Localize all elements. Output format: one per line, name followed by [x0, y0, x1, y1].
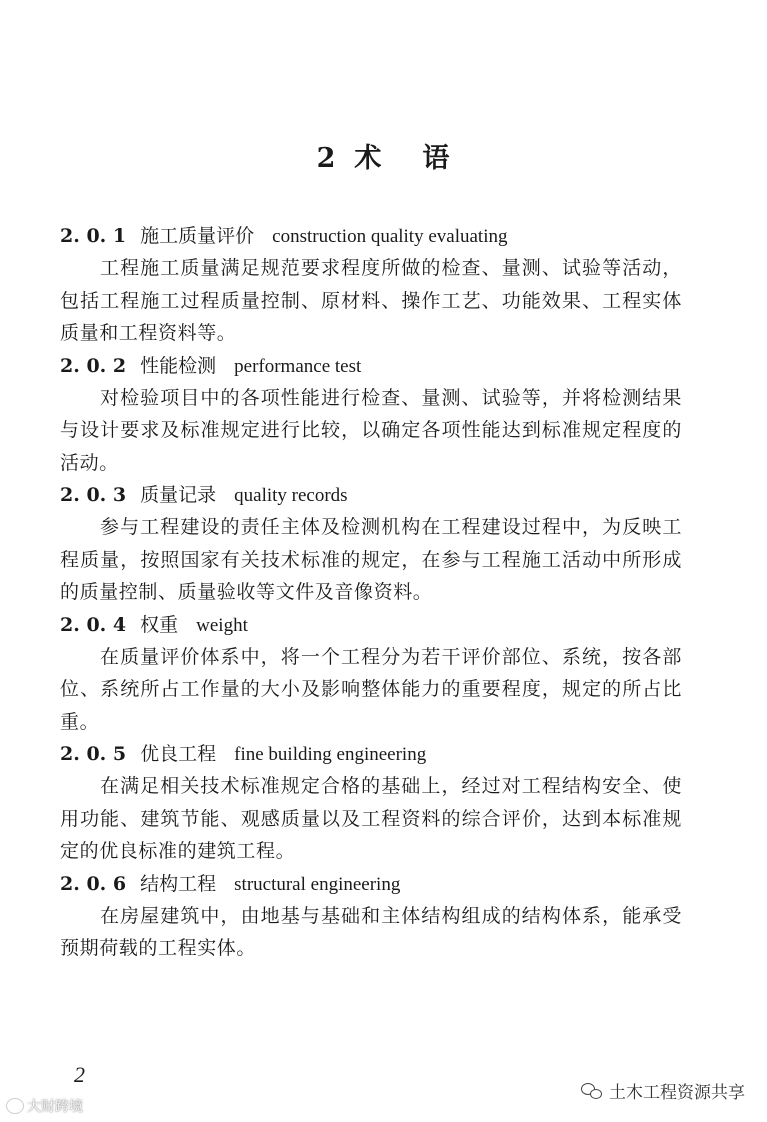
term-number: 2. 0. 1	[60, 225, 127, 247]
source-watermark	[581, 1078, 745, 1103]
term-name-zh: 性能检测	[140, 354, 217, 377]
term-entry	[60, 868, 690, 965]
term-name-zh: 质量记录	[140, 484, 217, 506]
page-number: 2	[74, 1062, 85, 1087]
terms-list	[60, 220, 690, 965]
corner-watermark	[6, 1096, 83, 1116]
term-definition: 在质量评价体系中，将一个工程分为若干评价部位、系统，按各部位、系统所占工作量的大小及影响整体能力的重要程度，规定的所占比重。	[60, 645, 682, 733]
term-entry	[60, 479, 690, 609]
term-entry	[60, 220, 690, 350]
source-watermark-text: 土木工程资源共享	[609, 1083, 745, 1103]
term-heading	[60, 220, 690, 252]
term-name-zh: 优良工程	[140, 743, 217, 765]
chapter-title-char-2: 语	[422, 143, 451, 174]
term-heading	[60, 868, 690, 900]
term-heading	[60, 609, 690, 641]
term-number: 2. 0. 2	[60, 354, 127, 377]
term-name-en: quality records	[234, 485, 348, 506]
term-definition: 在房屋建筑中，由地基与基础和主体结构组成的结构体系，能承受预期荷载的工程实体。	[60, 904, 682, 959]
term-definition: 参与工程建设的责任主体及检测机构在工程建设过程中，为反映工程质量，按照国家有关技术标准的规定，在参与工程施工活动中所形成的质量控制、质量验收等文件及音像资料。	[60, 516, 682, 603]
term-number: 2. 0. 4	[60, 613, 127, 636]
term-entry	[60, 738, 690, 868]
chapter-number: 2	[316, 143, 337, 174]
term-heading	[60, 350, 690, 382]
term-name-en: weight	[196, 614, 248, 636]
term-entry	[60, 350, 690, 480]
term-definition: 对检验项目中的各项性能进行检查、量测、试验等，并将检测结果与设计要求及标准规定进行比较，以确定各项性能达到标准规定程度的活动。	[60, 386, 682, 474]
term-heading	[60, 479, 690, 511]
term-definition: 工程施工质量满足规范要求程度所做的检查、量测、试验等活动，包括工程施工过程质量控制、原材料、操作工艺、功能效果、工程实体质量和工程资料等。	[60, 257, 682, 344]
term-number: 2. 0. 6	[60, 872, 127, 895]
term-name-en: fine building engineering	[234, 744, 427, 765]
wechat-icon	[581, 1082, 603, 1100]
term-number: 2. 0. 5	[60, 743, 127, 765]
logo-icon	[6, 1098, 24, 1114]
chapter-title-char-1: 术	[354, 143, 383, 174]
term-definition: 在满足相关技术标准规定合格的基础上，经过对工程结构安全、使用功能、建筑节能、观感质量以及工程资料的综合评价，达到本标准规定的优良标准的建筑工程。	[60, 775, 682, 862]
page-title	[0, 136, 767, 175]
term-number: 2. 0. 3	[60, 484, 127, 506]
term-name-zh: 结构工程	[140, 872, 217, 895]
term-heading	[60, 738, 690, 770]
term-entry	[60, 609, 690, 739]
term-name-en: structural engineering	[234, 873, 401, 895]
term-name-zh: 权重	[140, 613, 179, 636]
term-name-zh: 施工质量评价	[140, 225, 255, 247]
term-name-en: construction quality evaluating	[272, 226, 508, 247]
term-name-en: performance test	[234, 355, 362, 377]
corner-watermark-text: 大财跨境	[27, 1099, 83, 1115]
